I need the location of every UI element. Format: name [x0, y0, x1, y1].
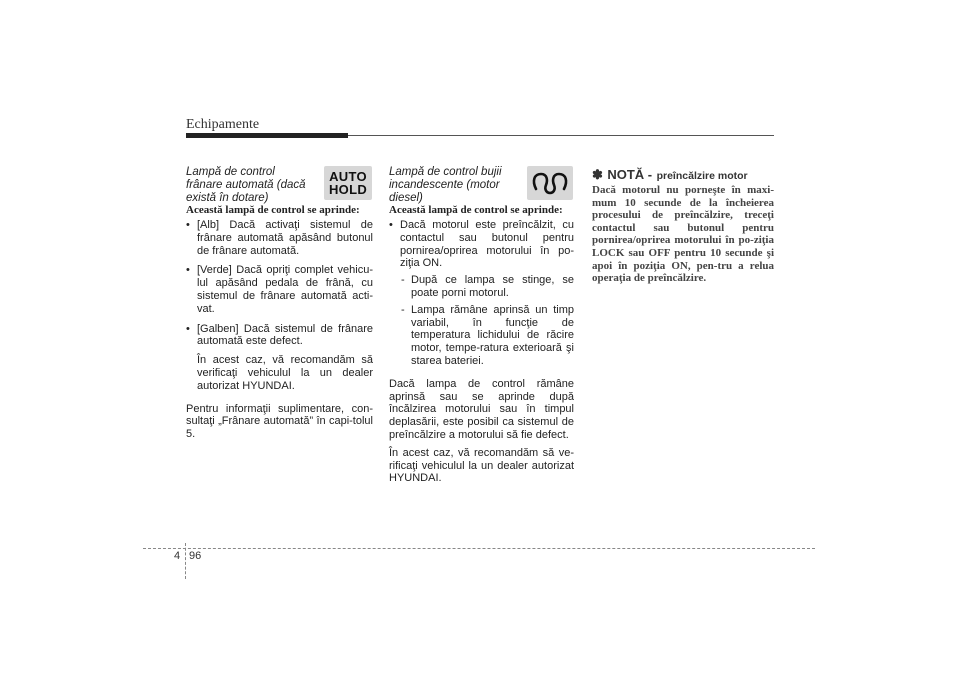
auto-hold-intro: Această lampă de control se aprinde:	[186, 204, 360, 216]
glow-plug-intro: Această lampă de control se aprinde:	[389, 204, 563, 216]
note-star-icon: ✽	[592, 167, 603, 182]
note-body: Dacă motorul nu porneşte în maxi-mum 10 secunde de la încheierea procesului de preîncălzire, treceţi contactul sau butonul pentru pornirea/oprirea motorului în po-ziţia LOCK sau OFF pentru 10 secunde şi apoi în poziţia ON, pen-tru a relua operaţia de preîncălzire.	[592, 184, 774, 285]
chapter-number: 4	[174, 550, 181, 562]
list-item: • Dacă motorul este preîncălzit, cu contactul sau butonul pentru pornirea/oprirea motorului în po-ziţia ON. - După ce lampa se stinge, se poate porni motorul. - Lampa rămâne aprinsă un timp variabil, în funcţie de temperatura lichidului de răcire motor, tempe-ratura exterioară şi starea bateriei.	[389, 219, 574, 368]
header-accent-bar	[186, 133, 348, 138]
list-item: • [Galben] Dacă sistemul de frânare automată este defect. În acest caz, vă recomandăm să verificaţi vehiculul la un dealer autorizat HYUNDAI.	[186, 323, 373, 393]
glow-plug-icon	[527, 166, 573, 200]
glow-plug-bullet-list	[389, 219, 574, 368]
header-rule	[348, 135, 774, 136]
glow-plug-dash-list	[400, 274, 574, 368]
list-item: • [Verde] Dacă opriţi complet vehicu-lul apăsând pedala de frână, cu sistemul de frânare automată acti-vat.	[186, 264, 373, 315]
page-number: 96	[189, 550, 202, 562]
column-glow-plug	[389, 166, 574, 485]
list-item: • [Alb] Dacă activaţi sistemul de frânare automată apăsând butonul de frânare automată.	[186, 219, 373, 257]
list-item: - După ce lampa se stinge, se poate porni motorul.	[400, 274, 574, 300]
footer-rule	[143, 548, 815, 549]
auto-hold-heading: Lampă de control frânare automată (dacă există în dotare)	[186, 166, 306, 204]
running-header: Echipamente	[186, 117, 260, 132]
auto-hold-reference: Pentru informaţii suplimentare, con-sultaţi „Frânare automată” în capi-tolul 5.	[186, 402, 373, 441]
auto-hold-bullet-list	[186, 219, 373, 393]
glow-plug-warning-para: Dacă lampa de control rămâne aprinsă sau se aprinde după încălzirea motorului sau în timpul deplasării, este posibil ca sistemul de preîncălzire a motorului să fie defect.	[389, 377, 574, 441]
list-item: - Lampa rămâne aprinsă un timp variabil, în funcţie de temperatura lichidului de răcire motor, tempe-ratura exterioară şi starea bateriei.	[400, 304, 574, 368]
auto-hold-icon: AUTO HOLD	[324, 166, 372, 200]
footer-divider	[185, 543, 186, 579]
column-auto-hold	[186, 166, 373, 441]
note-title: ✽ NOTĂ - preîncălzire motor	[592, 167, 748, 182]
glow-plug-recommend-para: În acest caz, vă recomandăm să ve-rificaţi vehiculul la un dealer autorizat HYUNDAI.	[389, 446, 574, 485]
glow-plug-heading: Lampă de control bujii incandescente (motor diesel)	[389, 166, 502, 204]
